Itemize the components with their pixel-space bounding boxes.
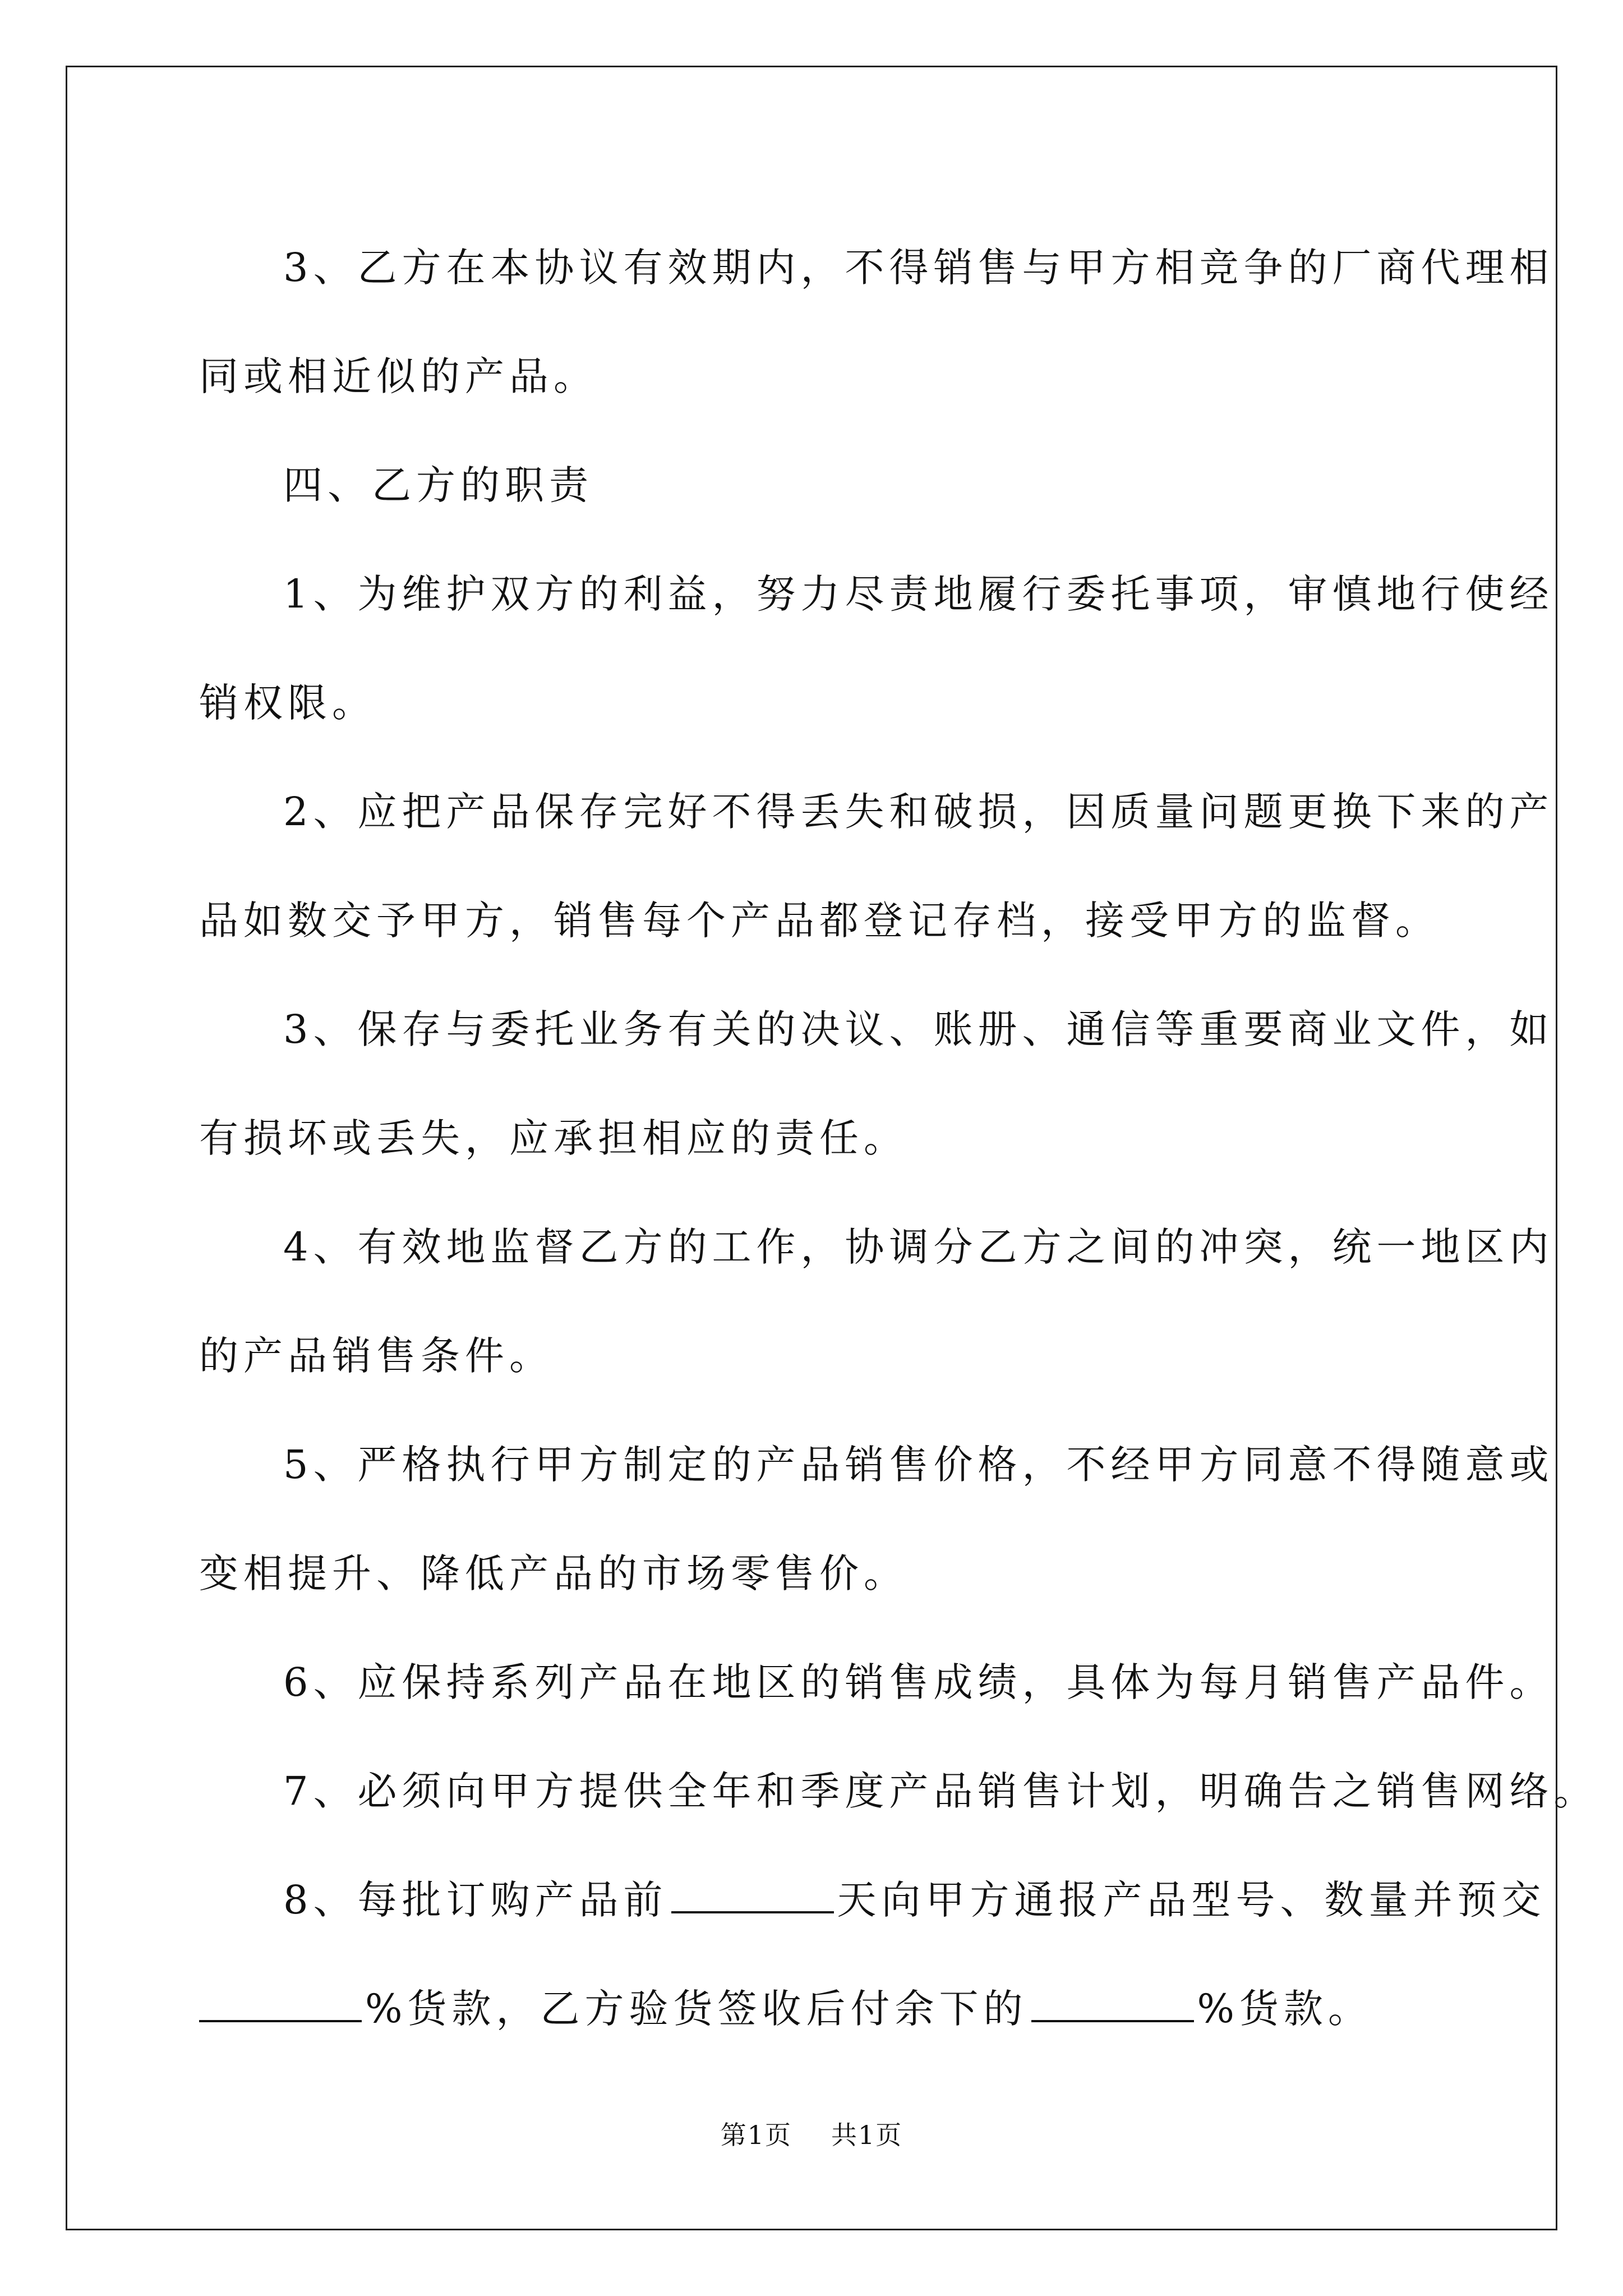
paragraph-line: 品如数交予甲方，销售每个产品都登记存档，接受甲方的监督。	[199, 898, 1440, 944]
fill-in-blank[interactable]	[1031, 1991, 1194, 2022]
paragraph	[199, 1737, 1598, 1846]
paragraph-line: 天向甲方通报产品型号、数量并预交	[837, 1877, 1546, 1923]
document-body	[199, 213, 1598, 2063]
page-number: 第1页	[720, 2120, 792, 2150]
paragraph-line: 1、为维护双方的利益，努力尽责地履行委托事项，审慎地行使经	[283, 571, 1554, 617]
paragraph-line: %货款，乙方验货签收后付余下的	[365, 1986, 1028, 2032]
paragraph	[199, 975, 1554, 1193]
paragraph	[199, 1628, 1554, 1737]
paragraph-line: 有损坏或丢失，应承担相应的责任。	[199, 1115, 908, 1161]
paragraph	[199, 540, 1554, 757]
paragraph-line: 3、乙方在本协议有效期内，不得销售与甲方相竞争的厂商代理相	[283, 245, 1554, 291]
section-heading	[199, 431, 1433, 540]
paragraph	[199, 213, 1554, 431]
paragraph	[199, 757, 1554, 975]
paragraph-line: 5、严格执行甲方制定的产品销售价格，不经甲方同意不得随意或	[283, 1442, 1554, 1488]
paragraph-line: 7、必须向甲方提供全年和季度产品销售计划，明确告之销售网络。	[283, 1768, 1598, 1814]
paragraph-line: %货款。	[1197, 1986, 1373, 2032]
paragraph-line: 同或相近似的产品。	[199, 353, 598, 399]
fill-in-blank[interactable]	[671, 1882, 834, 1913]
fill-in-blank[interactable]	[199, 1991, 362, 2022]
paragraph-line: 销权限。	[199, 680, 376, 726]
paragraph-line: 变相提升、降低产品的市场零售价。	[199, 1550, 908, 1596]
paragraph-line: 8、每批订购产品前	[283, 1877, 668, 1923]
paragraph	[199, 1193, 1554, 1410]
paragraph-line: 2、应把产品保存完好不得丢失和破损，因质量问题更换下来的产	[283, 789, 1554, 835]
paragraph-line: 3、保存与委托业务有关的决议、账册、通信等重要商业文件，如	[283, 1006, 1554, 1052]
paragraph-line: 6、应保持系列产品在地区的销售成绩，具体为每月销售产品件。	[283, 1659, 1554, 1705]
paragraph	[199, 1410, 1554, 1628]
page-footer	[0, 2115, 1623, 2152]
page-total: 共1页	[831, 2120, 903, 2150]
heading-text: 四、乙方的职责	[283, 462, 593, 508]
paragraph	[199, 1846, 1546, 2063]
paragraph-line: 4、有效地监督乙方的工作，协调分乙方之间的冲突，统一地区内	[283, 1224, 1554, 1270]
paragraph-line: 的产品销售条件。	[199, 1333, 554, 1379]
